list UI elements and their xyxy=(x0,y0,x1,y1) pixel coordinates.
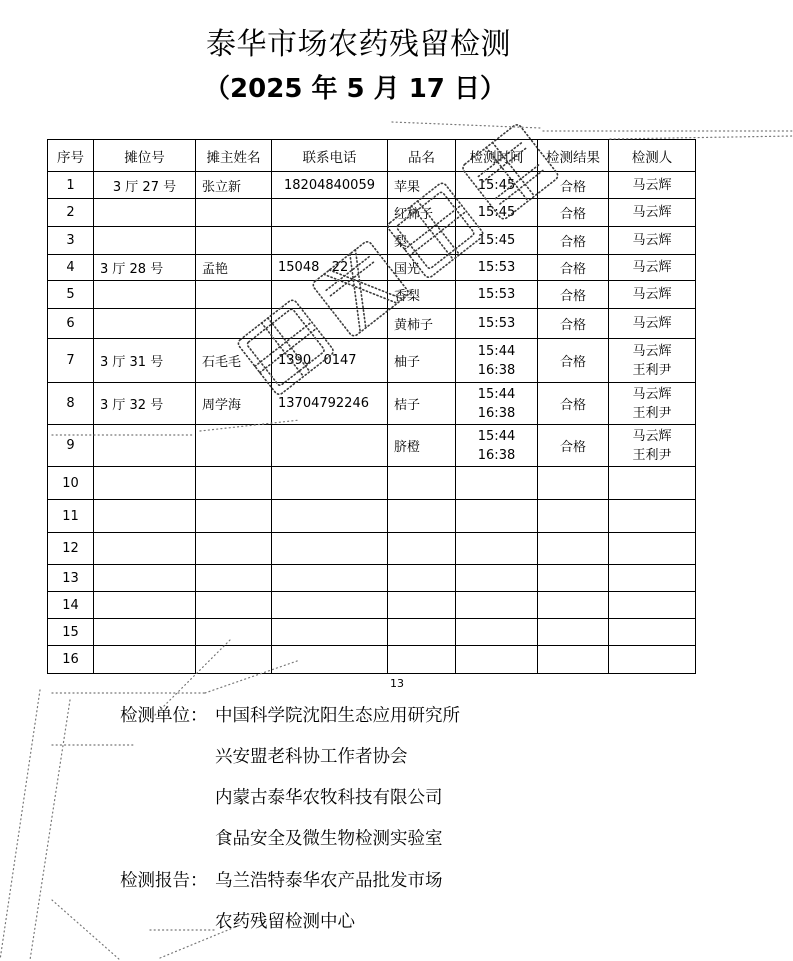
no-text: 5 xyxy=(66,287,75,302)
cell-stall xyxy=(94,500,196,533)
phone-text: 13704792246 xyxy=(278,396,369,411)
cell-stall xyxy=(94,255,196,281)
no-text: 7 xyxy=(66,353,75,368)
cell-stall xyxy=(94,281,196,309)
product-text: 国光 xyxy=(394,262,421,277)
cell-product xyxy=(388,467,456,500)
product-text: 梨 xyxy=(394,235,408,250)
cell-product xyxy=(388,619,456,646)
cell-no xyxy=(48,500,94,533)
no-text: 11 xyxy=(62,508,79,524)
cell-inspector xyxy=(609,199,696,227)
header-result: 检测结果 xyxy=(538,140,609,172)
testing-unit-line: 兴安盟老科协工作者协会 xyxy=(215,747,408,767)
cell-product xyxy=(388,281,456,309)
header-no: 序号 xyxy=(48,140,94,172)
cell-no xyxy=(48,281,94,309)
stall-text: 3 厅 31 号 xyxy=(100,355,164,370)
report-label: 检测报告： xyxy=(120,871,208,891)
cell-owner xyxy=(196,646,272,674)
testing-unit-line: 内蒙古泰华农牧科技有限公司 xyxy=(215,788,443,808)
cell-no xyxy=(48,592,94,619)
no-text: 4 xyxy=(66,260,75,275)
cell-product xyxy=(388,383,456,425)
cell-product xyxy=(388,172,456,199)
no-text: 10 xyxy=(62,475,79,491)
cell-inspector xyxy=(609,383,696,425)
table-row xyxy=(48,199,696,227)
cell-result xyxy=(538,592,609,619)
no-text: 1 xyxy=(66,177,75,193)
cell-no xyxy=(48,339,94,383)
cell-time xyxy=(456,592,538,619)
cell-result xyxy=(538,199,609,227)
inspector-line: 马云辉 xyxy=(632,428,672,444)
cell-stall xyxy=(94,592,196,619)
stall-text: 3 厅 27 号 xyxy=(112,179,177,195)
time-line: 15:53 xyxy=(477,316,516,331)
cell-phone xyxy=(272,425,388,467)
cell-inspector xyxy=(609,533,696,565)
table-body xyxy=(48,172,696,674)
cell-phone xyxy=(272,646,388,674)
cell-no xyxy=(48,619,94,646)
cell-phone xyxy=(272,255,388,281)
cell-stall xyxy=(94,533,196,565)
cell-phone xyxy=(272,619,388,646)
cell-inspector xyxy=(609,565,696,592)
cell-result xyxy=(538,339,609,383)
cell-result xyxy=(538,172,609,199)
report-line: 农药残留检测中心 xyxy=(215,912,355,932)
cell-stall xyxy=(94,227,196,255)
cell-time xyxy=(456,383,538,425)
cell-no xyxy=(48,467,94,500)
cell-stall xyxy=(94,199,196,227)
phone-text: 1390 0147 xyxy=(278,353,357,368)
cell-owner xyxy=(196,281,272,309)
cell-inspector xyxy=(609,467,696,500)
testing-unit-line: 食品安全及微生物检测实验室 xyxy=(215,829,443,849)
cell-stall xyxy=(94,467,196,500)
cell-product xyxy=(388,533,456,565)
cell-owner xyxy=(196,255,272,281)
cell-owner xyxy=(196,425,272,467)
cell-result xyxy=(538,281,609,309)
testing-unit-line: 中国科学院沈阳生态应用研究所 xyxy=(215,706,460,726)
cell-stall xyxy=(94,425,196,467)
cell-stall xyxy=(94,339,196,383)
cell-phone xyxy=(272,199,388,227)
time-line: 15:53 xyxy=(477,287,516,302)
cell-stall xyxy=(94,646,196,674)
cell-inspector xyxy=(609,281,696,309)
cell-time xyxy=(456,646,538,674)
cell-owner xyxy=(196,383,272,425)
no-text: 14 xyxy=(62,597,79,613)
testing-unit-label: 检测单位： xyxy=(120,706,208,726)
cell-product xyxy=(388,199,456,227)
table-row xyxy=(48,425,696,467)
cell-phone xyxy=(272,467,388,500)
no-text: 9 xyxy=(66,438,75,453)
cell-time xyxy=(456,281,538,309)
no-text: 6 xyxy=(66,316,75,331)
result-text: 合格 xyxy=(559,207,586,222)
cell-stall xyxy=(94,619,196,646)
time-line: 15:44 xyxy=(477,343,516,359)
no-text: 13 xyxy=(62,570,79,586)
document-title: 泰华市场农药残留检测 xyxy=(206,27,511,62)
header-product: 品名 xyxy=(388,140,456,172)
report-line: 乌兰浩特泰华农产品批发市场 xyxy=(215,871,443,891)
inspector-line: 王利尹 xyxy=(632,362,672,378)
cell-phone xyxy=(272,281,388,309)
cell-product xyxy=(388,646,456,674)
cell-result xyxy=(538,533,609,565)
no-text: 8 xyxy=(66,396,75,411)
time-line: 15:44 xyxy=(477,386,516,402)
cell-owner xyxy=(196,339,272,383)
document-date: （2025 年 5 月 17 日） xyxy=(204,74,506,104)
cell-time xyxy=(456,172,538,199)
cell-no xyxy=(48,172,94,199)
cell-no xyxy=(48,227,94,255)
cell-time xyxy=(456,227,538,255)
time-line: 16:38 xyxy=(477,405,516,421)
time-line: 15:45 xyxy=(477,233,516,248)
table-row xyxy=(48,281,696,309)
table-row xyxy=(48,619,696,646)
cell-inspector xyxy=(609,255,696,281)
time-line: 16:38 xyxy=(477,362,516,378)
result-text: 合格 xyxy=(559,440,586,455)
cell-result xyxy=(538,255,609,281)
cell-result xyxy=(538,227,609,255)
cell-no xyxy=(48,383,94,425)
table-row xyxy=(48,339,696,383)
inspector-line: 马云辉 xyxy=(632,316,672,331)
cell-phone xyxy=(272,383,388,425)
header-time: 检测时间 xyxy=(456,140,538,172)
cell-time xyxy=(456,533,538,565)
page-number: 13 xyxy=(390,677,404,690)
cell-result xyxy=(538,619,609,646)
cell-product xyxy=(388,500,456,533)
table-row xyxy=(48,500,696,533)
table-header-row xyxy=(48,140,696,172)
cell-no xyxy=(48,255,94,281)
cell-stall xyxy=(94,383,196,425)
owner-text: 孟艳 xyxy=(202,262,229,277)
header-phone: 联系电话 xyxy=(272,140,388,172)
cell-owner xyxy=(196,500,272,533)
stall-text: 3 厅 32 号 xyxy=(100,398,164,413)
cell-phone xyxy=(272,339,388,383)
inspector-line: 马云辉 xyxy=(632,177,672,193)
product-text: 桔子 xyxy=(394,398,421,413)
cell-phone xyxy=(272,592,388,619)
table-row xyxy=(48,227,696,255)
table-row xyxy=(48,467,696,500)
cell-no xyxy=(48,309,94,339)
product-text: 香梨 xyxy=(394,289,421,304)
cell-no xyxy=(48,533,94,565)
inspector-line: 马云辉 xyxy=(632,386,672,402)
cell-result xyxy=(538,500,609,533)
header-inspector: 检测人 xyxy=(609,140,696,172)
owner-text: 周学海 xyxy=(202,398,242,413)
cell-time xyxy=(456,500,538,533)
result-text: 合格 xyxy=(559,289,586,304)
cell-phone xyxy=(272,309,388,339)
owner-text: 石毛毛 xyxy=(202,355,242,370)
no-text: 15 xyxy=(62,624,79,640)
time-line: 15:45 xyxy=(477,177,516,193)
table-row xyxy=(48,255,696,281)
cell-inspector xyxy=(609,172,696,199)
result-text: 合格 xyxy=(559,179,586,195)
cell-result xyxy=(538,309,609,339)
cell-time xyxy=(456,255,538,281)
inspector-line: 马云辉 xyxy=(632,260,672,275)
cell-product xyxy=(388,425,456,467)
table-row xyxy=(48,533,696,565)
result-text: 合格 xyxy=(559,262,586,277)
product-text: 苹果 xyxy=(394,179,421,195)
time-line: 15:44 xyxy=(477,428,516,444)
cell-inspector xyxy=(609,619,696,646)
cell-no xyxy=(48,646,94,674)
cell-phone xyxy=(272,533,388,565)
time-line: 15:45 xyxy=(477,205,516,220)
product-text: 红柿子 xyxy=(394,207,434,222)
table-row xyxy=(48,565,696,592)
result-text: 合格 xyxy=(559,235,586,250)
cell-product xyxy=(388,592,456,619)
cell-phone xyxy=(272,565,388,592)
cell-time xyxy=(456,339,538,383)
cell-time xyxy=(456,467,538,500)
time-line: 16:38 xyxy=(477,447,516,463)
time-line: 15:53 xyxy=(477,260,516,275)
cell-stall xyxy=(94,565,196,592)
cell-owner xyxy=(196,592,272,619)
cell-owner xyxy=(196,172,272,199)
result-text: 合格 xyxy=(559,355,586,370)
cell-owner xyxy=(196,467,272,500)
header-owner: 摊主姓名 xyxy=(196,140,272,172)
cell-product xyxy=(388,565,456,592)
cell-stall xyxy=(94,309,196,339)
cell-inspector xyxy=(609,227,696,255)
cell-time xyxy=(456,425,538,467)
cell-product xyxy=(388,339,456,383)
phone-text: 15048 22 xyxy=(278,260,349,275)
cell-inspector xyxy=(609,592,696,619)
cell-result xyxy=(538,646,609,674)
result-text: 合格 xyxy=(559,398,586,413)
product-text: 脐橙 xyxy=(394,440,421,455)
cell-product xyxy=(388,309,456,339)
cell-result xyxy=(538,565,609,592)
cell-owner xyxy=(196,533,272,565)
inspection-table xyxy=(47,139,696,674)
cell-result xyxy=(538,383,609,425)
cell-inspector xyxy=(609,646,696,674)
cell-product xyxy=(388,255,456,281)
no-text: 3 xyxy=(66,233,75,248)
cell-phone xyxy=(272,227,388,255)
owner-text: 张立新 xyxy=(202,179,242,195)
cell-result xyxy=(538,425,609,467)
cell-owner xyxy=(196,565,272,592)
cell-owner xyxy=(196,309,272,339)
table-row xyxy=(48,646,696,674)
inspector-line: 马云辉 xyxy=(632,205,672,220)
cell-no xyxy=(48,425,94,467)
phone-text: 18204840059 xyxy=(284,177,375,193)
cell-time xyxy=(456,619,538,646)
inspector-line: 马云辉 xyxy=(632,233,672,248)
no-text: 12 xyxy=(62,541,79,556)
table-row xyxy=(48,309,696,339)
inspector-line: 王利尹 xyxy=(632,447,672,463)
cell-inspector xyxy=(609,425,696,467)
cell-inspector xyxy=(609,500,696,533)
cell-phone xyxy=(272,172,388,199)
table-row xyxy=(48,383,696,425)
table-row xyxy=(48,592,696,619)
product-text: 黄柿子 xyxy=(394,318,434,333)
cell-no xyxy=(48,199,94,227)
table-row xyxy=(48,172,696,199)
inspector-line: 马云辉 xyxy=(632,343,672,359)
product-text: 柚子 xyxy=(394,355,421,370)
no-text: 2 xyxy=(66,205,75,220)
inspector-line: 王利尹 xyxy=(632,405,672,421)
header-stall: 摊位号 xyxy=(94,140,196,172)
cell-inspector xyxy=(609,339,696,383)
cell-result xyxy=(538,467,609,500)
cell-owner xyxy=(196,199,272,227)
inspector-line: 马云辉 xyxy=(632,287,672,302)
cell-stall xyxy=(94,172,196,199)
stall-text: 3 厅 28 号 xyxy=(100,262,164,277)
cell-time xyxy=(456,309,538,339)
cell-inspector xyxy=(609,309,696,339)
result-text: 合格 xyxy=(559,318,586,333)
cell-product xyxy=(388,227,456,255)
cell-phone xyxy=(272,500,388,533)
cell-no xyxy=(48,565,94,592)
cell-owner xyxy=(196,227,272,255)
cell-time xyxy=(456,565,538,592)
cell-time xyxy=(456,199,538,227)
cell-owner xyxy=(196,619,272,646)
no-text: 16 xyxy=(62,652,79,667)
